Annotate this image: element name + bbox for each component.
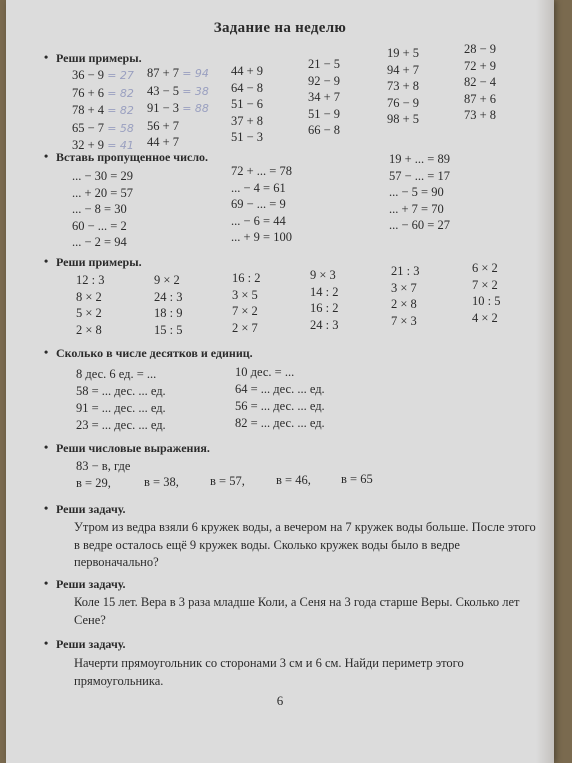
s2-column-2: [231, 163, 292, 246]
s2-item: ... + 20 = 57: [72, 185, 133, 200]
s3-item: 21 : 3: [391, 264, 420, 278]
s3-column-3: [232, 270, 260, 336]
section-6-heading: • Реши задачу.: [56, 502, 126, 517]
s1-item: 65 − 7 = 58: [72, 120, 134, 135]
s2-column-3: [389, 151, 450, 234]
s3-item: 7 × 2: [232, 304, 258, 318]
handwritten-answer: = 88: [182, 102, 209, 115]
section-5-heading: • Реши числовые выражения.: [56, 441, 210, 456]
s1-item: 94 + 7: [387, 62, 420, 77]
s3-column-2: [154, 272, 182, 338]
s1-item: 44 + 9: [231, 64, 264, 78]
s1-item: 82 − 4: [464, 75, 497, 89]
s5-value: в = 38,: [144, 475, 179, 489]
section-4-heading: • Сколько в числе десятков и единиц.: [56, 346, 253, 361]
s3-item: 15 : 5: [154, 322, 183, 337]
s1-item: 76 + 6 = 82: [72, 85, 134, 100]
s3-item: 24 : 3: [154, 289, 183, 304]
handwritten-answer: = 38: [182, 84, 209, 98]
s1-column-4: [308, 56, 340, 139]
s4-item: 91 = ... дес. ... ед.: [76, 401, 166, 415]
s1-item: 43 − 5 = 38: [147, 83, 209, 98]
s3-item: 2 × 8: [76, 322, 102, 337]
s1-item: 73 + 8: [387, 79, 420, 93]
s3-item: 7 × 3: [391, 313, 417, 328]
s3-column-1: [76, 272, 104, 338]
s5-value: в = 29,: [76, 476, 111, 490]
s3-column-5: [391, 263, 419, 329]
s3-item: 3 × 7: [391, 280, 417, 295]
s3-item: 4 × 2: [472, 310, 498, 325]
s3-item: 3 × 5: [232, 287, 258, 302]
s1-column-3: [231, 63, 263, 146]
s3-item: 7 × 2: [472, 277, 498, 292]
s3-item: 16 : 2: [232, 271, 261, 285]
s4-item: 8 дес. 6 ед. = ...: [76, 367, 157, 381]
s3-item: 12 : 3: [76, 273, 105, 287]
worksheet-page: [6, 0, 554, 763]
section-7-heading: • Реши задачу.: [56, 577, 126, 592]
s4-item: 58 = ... дес. ... ед.: [76, 384, 166, 398]
s1-item: 72 + 9: [464, 58, 497, 73]
s2-item: ... − 60 = 27: [389, 218, 450, 232]
s3-item: 10 : 5: [472, 294, 501, 308]
s5-expression: 83 − в, где: [76, 459, 131, 473]
s1-column-6: [464, 41, 496, 124]
s1-item: 87 + 6: [464, 91, 497, 106]
s1-column-1: [72, 67, 134, 155]
s3-item: 9 × 2: [154, 273, 180, 287]
s5-value: в = 65: [341, 472, 373, 486]
s2-item: ... + 7 = 70: [389, 201, 444, 216]
task-1-text: Утром из ведра взяли 6 кружек воды, а вечером на 7 кружек воды больше. После этого в ведре осталось ещё 9 кружек воды. Сколько кружек воды было в ведре первоначально?: [74, 520, 536, 569]
handwritten-answer: = 82: [107, 104, 134, 117]
s1-item: 51 − 3: [231, 130, 264, 144]
s5-value: в = 46,: [276, 473, 311, 487]
s2-item: ... − 4 = 61: [231, 180, 286, 195]
s2-column-1: [72, 168, 133, 251]
s1-item: 92 − 9: [308, 73, 341, 88]
s3-item: 6 × 2: [472, 261, 498, 275]
s2-item: ... − 2 = 94: [72, 235, 127, 249]
s2-item: 69 − ... = 9: [231, 197, 286, 211]
s1-item: 19 + 5: [387, 46, 420, 60]
s1-item: 64 − 8: [231, 80, 264, 95]
s3-item: 9 × 3: [310, 268, 336, 282]
s1-item: 51 − 9: [308, 106, 341, 121]
s4-column-2: [235, 364, 325, 432]
handwritten-answer: = 94: [182, 67, 209, 80]
s1-item: 66 − 8: [308, 123, 341, 137]
s1-item: 44 + 7: [147, 135, 180, 149]
s4-item: 23 = ... дес. ... ед.: [76, 418, 166, 432]
s2-item: ... − 6 = 44: [231, 213, 286, 228]
s3-item: 18 : 9: [154, 306, 183, 320]
section-2-heading: • Вставь пропущенное число.: [56, 150, 208, 165]
s5-value: в = 57,: [210, 474, 245, 488]
s1-item: 87 + 7 = 94: [147, 66, 209, 80]
s1-item: 56 + 7: [147, 118, 180, 133]
s2-item: 72 + ... = 78: [231, 164, 292, 178]
handwritten-answer: = 41: [107, 139, 134, 152]
page-title: Задание на неделю: [213, 20, 347, 36]
s3-item: 5 × 2: [76, 306, 102, 320]
section-1-heading: • Реши примеры.: [56, 51, 142, 66]
s4-item: 64 = ... дес. ... ед.: [235, 382, 325, 396]
s2-item: ... − 8 = 30: [72, 202, 127, 216]
handwritten-answer: = 58: [107, 121, 134, 135]
s1-item: 73 + 8: [464, 108, 497, 122]
s4-column-1: [76, 366, 166, 434]
handwritten-answer: = 27: [107, 69, 134, 82]
s1-item: 28 − 9: [464, 42, 497, 56]
s1-item: 76 − 9: [387, 95, 420, 110]
handwritten-answer: = 82: [107, 86, 134, 100]
s3-item: 14 : 2: [310, 284, 339, 299]
s3-item: 24 : 3: [310, 317, 339, 332]
s2-item: ... − 30 = 29: [72, 169, 133, 183]
s1-item: 21 − 5: [308, 57, 341, 71]
s3-item: 16 : 2: [310, 301, 339, 315]
section-8-heading: • Реши задачу.: [56, 637, 126, 652]
s1-item: 78 + 4 = 82: [72, 103, 134, 117]
s2-item: ... − 5 = 90: [389, 185, 444, 199]
s2-item: 19 + ... = 89: [389, 152, 450, 166]
s3-item: 2 × 8: [391, 297, 417, 311]
s3-item: 8 × 2: [76, 289, 102, 304]
s2-item: ... + 9 = 100: [231, 230, 292, 244]
s1-column-2: [147, 65, 209, 151]
s1-item: 51 − 6: [231, 97, 264, 111]
page-number: 6: [276, 693, 284, 708]
s3-column-6: [472, 260, 500, 326]
s1-column-5: [387, 45, 419, 128]
s4-item: 56 = ... дес. ... ед.: [235, 399, 325, 413]
s4-item: 82 = ... дес. ... ед.: [235, 416, 325, 430]
s1-item: 34 + 7: [308, 90, 341, 104]
s3-column-4: [310, 267, 338, 333]
s3-item: 2 × 7: [232, 320, 258, 335]
s1-item: 36 − 9 = 27: [72, 68, 134, 82]
task-3-text: Начерти прямоугольник со сторонами 3 см и 6 см. Найди периметр этого прямоугольника.: [74, 656, 464, 688]
s2-item: 60 − ... = 2: [72, 218, 127, 233]
s4-item: 10 дес. = ...: [235, 365, 295, 379]
task-2-text: Коле 15 лет. Вера в 3 раза младше Коли, а Сеня на 3 года старше Веры. Сколько лет Сене?: [74, 595, 520, 627]
s1-item: 91 − 3 = 88: [147, 101, 209, 115]
s1-item: 98 + 5: [387, 112, 420, 126]
section-3-heading: • Реши примеры.: [56, 255, 142, 270]
s1-item: 37 + 8: [231, 113, 264, 128]
s2-item: 57 − ... = 17: [389, 168, 450, 183]
s1-item: 32 + 9 = 41: [72, 138, 134, 152]
